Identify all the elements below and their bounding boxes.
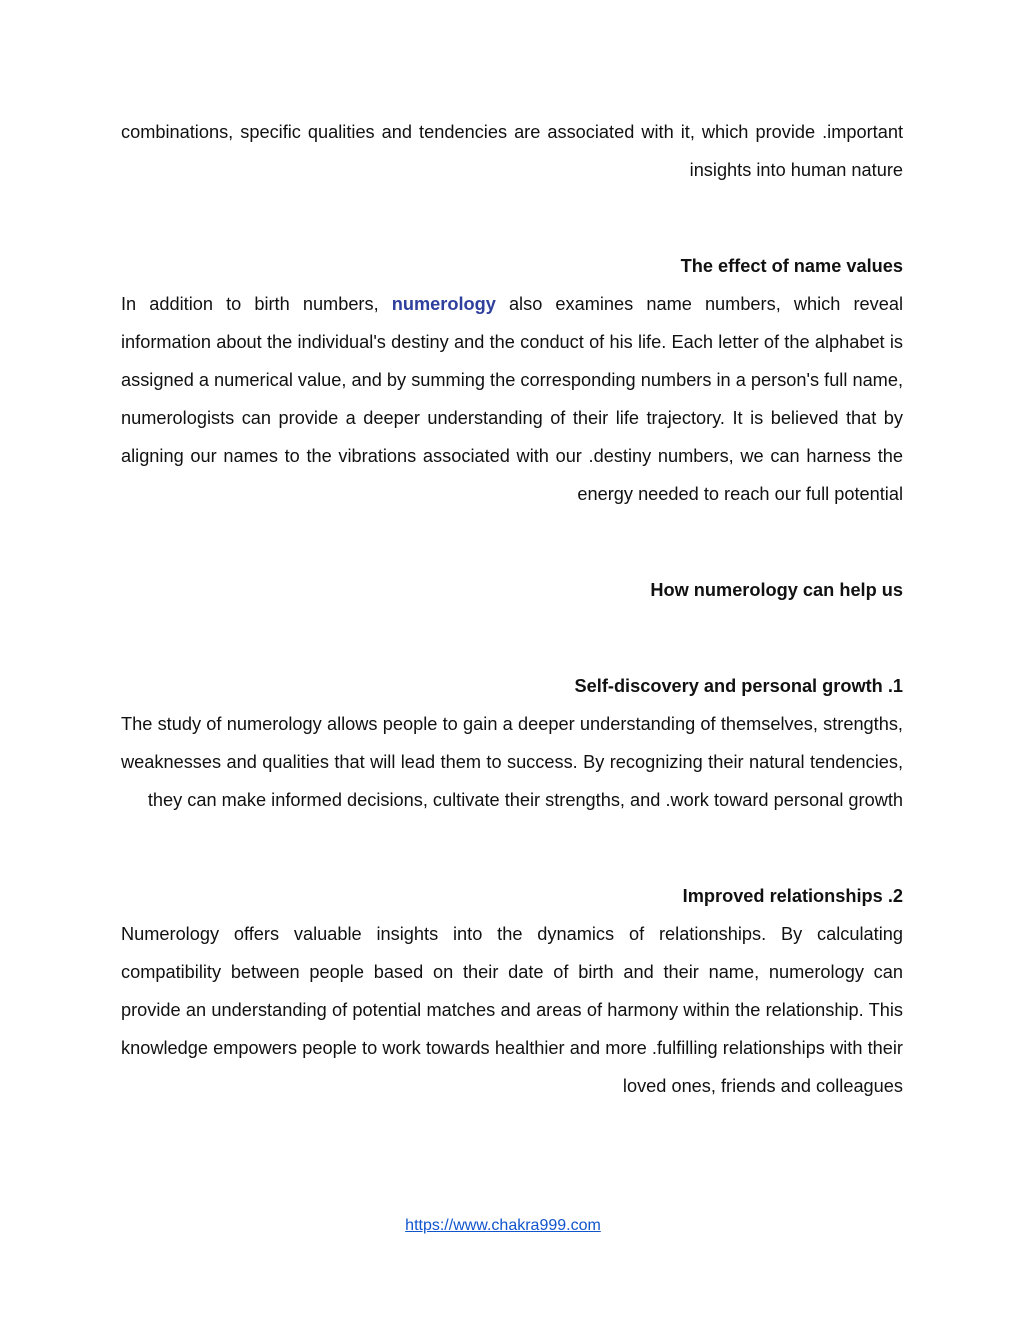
self-discovery-paragraph: The study of numerology allows people to gain a deeper understanding of themselves, strengths, weaknesses and qualities that will lead them to success. By recognizing their natural tendencies, they can make informed decisions, cultivate their strengths, and .work toward personal growth: [121, 714, 903, 810]
name-values-paragraph: [121, 285, 903, 513]
heading-improved-relationships: Improved relationships .2: [682, 886, 903, 906]
page-footer: [0, 1216, 1006, 1236]
footer-website-link[interactable]: https://www.chakra999.com: [405, 1217, 601, 1234]
heading-how-numerology-helps: How numerology can help us: [650, 580, 903, 600]
document-content: [121, 113, 903, 1105]
heading-name-values: The effect of name values: [680, 256, 903, 276]
intro-paragraph: combinations, specific qualities and tendencies are associated with it, which provide .important insights into human nature: [121, 122, 903, 180]
numerology-link[interactable]: numerology: [391, 294, 496, 314]
name-values-text-before: In addition to birth numbers,: [121, 294, 392, 314]
relationships-paragraph: Numerology offers valuable insights into the dynamics of relationships. By calculating compatibility between people based on their date of birth and their name, numerology can provide an understanding of potential matches and areas of harmony within the relationship. This knowledge empowers people to work towards healthier and more .fulfilling relationships with their loved ones, friends and colleagues: [121, 924, 903, 1096]
name-values-text-after: also examines name numbers, which reveal information about the individual's destiny and the conduct of his life. Each letter of the alphabet is assigned a numerical value, and by summing the corresponding numbers in a person's full name, numerologists can provide a deeper understanding of their life trajectory. It is believed that by aligning our names to the vibrations associated with our .destiny numbers, we can harness the energy needed to reach our full potential: [121, 294, 903, 504]
heading-self-discovery: Self-discovery and personal growth .1: [574, 676, 903, 696]
